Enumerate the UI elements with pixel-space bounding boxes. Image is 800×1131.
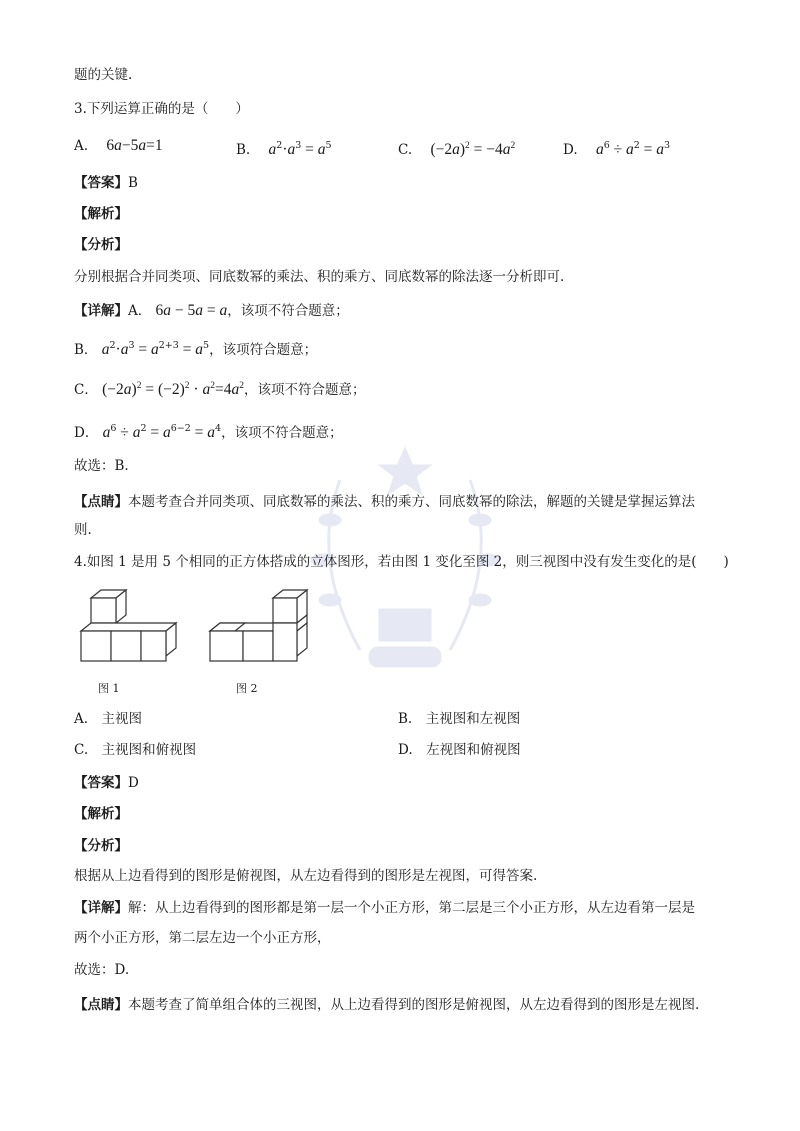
q4-fenxi-tag: 【分析】 <box>74 838 128 854</box>
q3-answer: 【答案】B <box>74 175 138 191</box>
figure-2-cubes <box>205 586 317 664</box>
q3-detail-d: D． $a^6 \div a^2 = a^{6-2} = a^4$，该项不符合题意； <box>74 423 343 441</box>
q3-stem: 3.下列运算正确的是（ ） <box>74 101 249 117</box>
q3-comment-line1: 【点睛】本题考查合并同类项、同底数幂的乘法、积的乘方、同底数幂的除法，解题的关键是掌握运算法 <box>74 494 695 510</box>
q4-analysis: 根据从上边看得到的图形是俯视图，从左边看得到的图形是左视图，可得答案. <box>74 868 538 884</box>
q3-option-d: D. $a^6 \div a^2 = a^3$ <box>563 140 671 158</box>
q4-option-d: D. 左视图和俯视图 <box>398 742 521 758</box>
q3-detail-a: 【详解】A． 6a − 5a = a，该项不符合题意； <box>74 302 349 319</box>
q4-option-a: A. 主视图 <box>74 711 143 727</box>
q4-jiexi-tag: 【解析】 <box>74 806 128 822</box>
figure-1-cubes <box>76 586 186 664</box>
q4-option-c: C. 主视图和俯视图 <box>74 742 197 758</box>
q3-jiexi-tag: 【解析】 <box>74 206 128 222</box>
q3-fenxi-tag: 【分析】 <box>74 237 128 253</box>
figure-2-caption: 图 2 <box>236 682 258 695</box>
q4-detail-line2: 两个小正方形，第二层左边一个小正方形， <box>74 930 331 946</box>
figure-1-caption: 图 1 <box>98 682 120 695</box>
q3-detail-b: B． $a^2\cdot a^3 = a^{2+3} = a^5$，该项符合题意； <box>74 340 318 358</box>
q4-option-b: B. 主视图和左视图 <box>398 711 521 727</box>
q4-detail-line1: 【详解】解：从上边看得到的图形都是第一层一个小正方形，第二层是三个小正方形，从左边看第一层是 <box>74 900 695 916</box>
q4-answer: 【答案】D <box>74 775 139 791</box>
q3-option-b: B. $a^2\cdot a^3 = a^5$ <box>236 140 332 158</box>
q4-comment: 【点睛】本题考查了简单组合体的三视图，从上边看得到的图形是俯视图，从左边看得到的图形是左视图. <box>74 997 700 1013</box>
q4-stem: 4.如图 1 是用 5 个相同的正方体搭成的立体图形，若由图 1 变化至图 2，则三视图中没有发生变化的是( ) <box>74 554 729 570</box>
q3-detail-c: C． $(-2a)^2 = (-2)^2 \cdot a^2=4a^2$，该项不符合题意； <box>74 381 366 398</box>
q3-choose: 故选：B. <box>74 458 129 474</box>
q3-option-a: A. 6a−5a=1 <box>74 137 163 154</box>
q3-comment-line2: 则. <box>74 522 92 538</box>
q4-choose: 故选：D. <box>74 962 130 978</box>
q3-option-c: C. $(-2a)^2 = -4a^2$ <box>398 141 516 158</box>
q3-analysis: 分别根据合并同类项、同底数幂的乘法、积的乘方、同底数幂的除法逐一分析即可. <box>74 269 565 285</box>
intro-tail: 题的关键. <box>74 67 133 83</box>
